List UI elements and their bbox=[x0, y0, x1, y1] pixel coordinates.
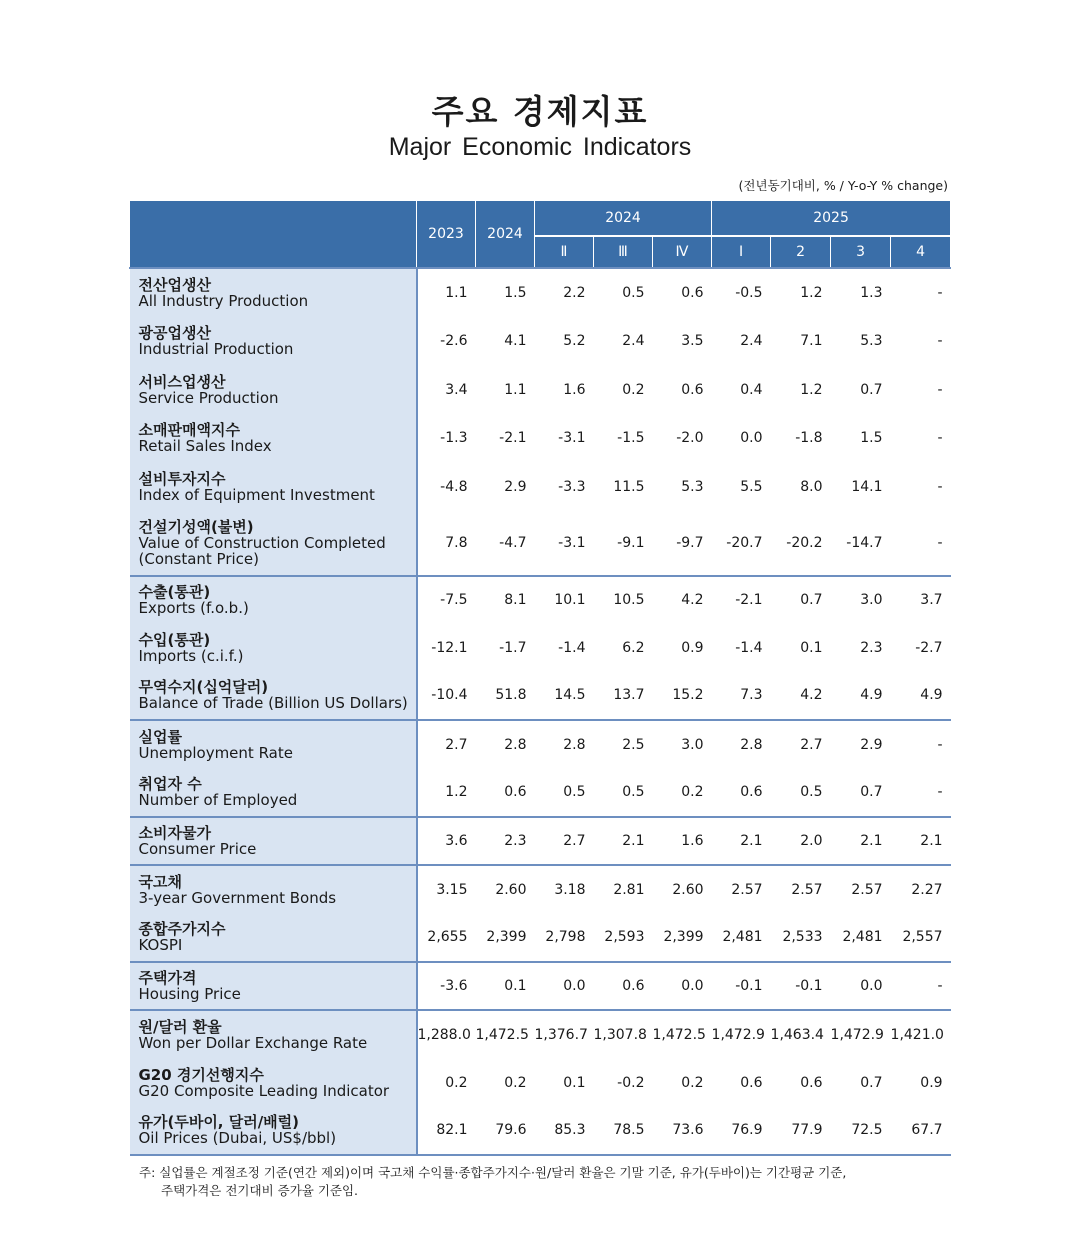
row-label-en: G20 Composite Leading Indicator bbox=[138, 1081, 390, 1100]
table-cell: 0.0 bbox=[831, 962, 891, 1010]
table-cell: -12.1 bbox=[431, 639, 468, 656]
table-cell: 2.27 bbox=[891, 865, 951, 914]
table-cell: -1.3 bbox=[440, 430, 468, 446]
table-cell: -0.1 bbox=[771, 962, 831, 1010]
row-label-en: Service Production bbox=[138, 388, 279, 407]
row-label bbox=[130, 914, 417, 962]
table-cell: 10.1 bbox=[535, 576, 594, 624]
table-cell: - bbox=[937, 333, 943, 349]
table-cell: 1,472.5 bbox=[476, 1010, 535, 1059]
table-cell: 3.4 bbox=[445, 381, 468, 398]
table-cell: 2.0 bbox=[771, 817, 831, 865]
page-subtitle: Major Economic Indicators bbox=[388, 133, 692, 161]
row-label-ko: 서비스업생산 bbox=[138, 372, 226, 391]
table-cell: 2.60 bbox=[653, 865, 712, 914]
row-label bbox=[130, 1010, 417, 1059]
table-cell: -2.6 bbox=[440, 333, 468, 349]
table-cell: 2,557 bbox=[902, 929, 943, 945]
table-cell: 2.3 bbox=[476, 817, 535, 865]
row-label-ko: 종합주가지수 bbox=[138, 920, 226, 938]
table-cell: -3.6 bbox=[417, 962, 476, 1010]
row-label bbox=[130, 672, 417, 720]
row-label-en: Imports (c.i.f.) bbox=[138, 646, 244, 665]
table-cell: 0.6 bbox=[740, 784, 763, 800]
table-cell: 1.1 bbox=[417, 268, 476, 317]
table-cell: 2.1 bbox=[831, 817, 891, 865]
table-cell: -2.1 bbox=[499, 430, 527, 446]
table-cell: 0.6 bbox=[504, 784, 527, 800]
table-cell: -10.4 bbox=[431, 687, 468, 703]
table-cell: 7.3 bbox=[740, 687, 763, 703]
table-cell: 85.3 bbox=[535, 1107, 594, 1155]
table-cell: 5.5 bbox=[740, 478, 763, 495]
table-cell: 4.2 bbox=[800, 687, 823, 703]
table-row bbox=[130, 463, 951, 511]
row-label-en: Value of Construction Completed bbox=[138, 533, 386, 552]
row-label bbox=[130, 962, 417, 1010]
row-label-ko: 원/달러 환율 bbox=[138, 1017, 222, 1036]
table-cell: 4.1 bbox=[504, 333, 527, 349]
row-label bbox=[130, 268, 417, 317]
table-cell: - bbox=[937, 784, 943, 800]
table-cell: 2.9 bbox=[504, 478, 527, 495]
table-cell: 2.4 bbox=[740, 333, 763, 349]
table-cell: 2.60 bbox=[476, 865, 535, 914]
table-cell: -0.5 bbox=[712, 268, 771, 317]
header-month: Ⅰ bbox=[712, 236, 771, 268]
row-label bbox=[130, 720, 417, 769]
header-quarter: Ⅲ bbox=[594, 236, 653, 268]
table-cell: 1,472.9 bbox=[712, 1010, 771, 1059]
table-cell: 1.6 bbox=[563, 381, 586, 398]
table-cell: 2.1 bbox=[712, 817, 771, 865]
table-cell: 0.0 bbox=[535, 962, 594, 1010]
row-label-en: Exports (f.o.b.) bbox=[138, 599, 249, 617]
table-cell: 51.8 bbox=[495, 687, 527, 703]
table-row bbox=[130, 366, 951, 414]
table-cell: 2,798 bbox=[545, 929, 586, 945]
table-cell: 2.1 bbox=[594, 817, 653, 865]
table-row bbox=[130, 624, 951, 672]
table-cell: 1.2 bbox=[800, 381, 823, 398]
table-cell: -2.7 bbox=[915, 639, 943, 656]
table-cell: 7.1 bbox=[800, 333, 823, 349]
table-cell: 3.18 bbox=[535, 865, 594, 914]
row-label-ko: 건설기성액(불변) bbox=[138, 517, 254, 536]
table-cell: - bbox=[937, 534, 943, 551]
table-cell: 2.8 bbox=[535, 720, 594, 769]
table-cell: 2,481 bbox=[722, 929, 763, 945]
table-cell: 4.9 bbox=[920, 687, 943, 703]
row-label bbox=[130, 463, 417, 511]
table-cell: - bbox=[891, 268, 951, 317]
header-group-2025: 2025 bbox=[712, 201, 951, 236]
table-cell: 2.57 bbox=[831, 865, 891, 914]
table-cell: - bbox=[891, 962, 951, 1010]
row-label-ko: 광공업생산 bbox=[138, 324, 211, 342]
table-cell: 0.1 bbox=[800, 639, 823, 656]
table-cell: 72.5 bbox=[831, 1107, 891, 1155]
table-cell: 0.2 bbox=[445, 1074, 468, 1091]
table-row bbox=[130, 1059, 951, 1107]
table-cell: 1.3 bbox=[831, 268, 891, 317]
header-month: 2 bbox=[771, 236, 831, 268]
table-cell: -14.7 bbox=[846, 534, 883, 551]
table-cell: 0.2 bbox=[681, 1074, 704, 1091]
row-label-en: Retail Sales Index bbox=[138, 437, 272, 455]
row-label bbox=[130, 414, 417, 463]
table-cell: 2,481 bbox=[842, 929, 883, 945]
table-row bbox=[130, 576, 951, 624]
table-cell: 0.5 bbox=[622, 784, 645, 800]
table-cell: -1.4 bbox=[735, 639, 763, 656]
row-label-ko: 국고채 bbox=[138, 872, 182, 891]
table-cell: 77.9 bbox=[771, 1107, 831, 1155]
table-cell: 82.1 bbox=[417, 1107, 476, 1155]
table-cell: 2.7 bbox=[771, 720, 831, 769]
table-cell: -1.7 bbox=[499, 639, 527, 656]
table-cell: -1.4 bbox=[558, 639, 586, 656]
table-cell: 2.3 bbox=[860, 639, 883, 656]
table-cell: -3.1 bbox=[558, 534, 586, 551]
row-label-ko: 수출(통관) bbox=[138, 583, 211, 601]
header-group-2024: 2024 bbox=[535, 201, 712, 236]
table-cell: 0.2 bbox=[622, 381, 645, 398]
table-cell: 0.2 bbox=[681, 784, 704, 800]
table-cell: - bbox=[891, 720, 951, 769]
table-cell: - bbox=[937, 430, 943, 446]
table-cell: 3.5 bbox=[681, 333, 704, 349]
table-cell: 1,463.4 bbox=[771, 1010, 831, 1059]
header-month: 3 bbox=[831, 236, 891, 268]
table-cell: 2.57 bbox=[771, 865, 831, 914]
table-cell: 5.3 bbox=[681, 478, 704, 495]
table-cell: 0.7 bbox=[860, 784, 883, 800]
table-cell: 6.2 bbox=[622, 639, 645, 656]
row-label-en: (Constant Price) bbox=[138, 549, 259, 568]
table-cell: 1.2 bbox=[445, 784, 468, 800]
table-cell: 1,307.8 bbox=[594, 1010, 653, 1059]
header-annual-2024: 2024 bbox=[476, 201, 535, 268]
row-label-en: Unemployment Rate bbox=[138, 743, 293, 762]
table-cell: 2.1 bbox=[891, 817, 951, 865]
table-cell: 2,655 bbox=[427, 929, 468, 945]
table-cell: 67.7 bbox=[891, 1107, 951, 1155]
row-label-en: All Industry Production bbox=[138, 291, 309, 310]
table-row bbox=[130, 720, 951, 769]
table-cell: 3.0 bbox=[653, 720, 712, 769]
table-row bbox=[130, 865, 951, 914]
row-label bbox=[130, 624, 417, 672]
table-row bbox=[130, 1010, 951, 1059]
table-cell: 15.2 bbox=[672, 687, 704, 703]
table-cell: 0.4 bbox=[740, 381, 763, 398]
table-cell: 1.5 bbox=[860, 430, 883, 446]
header-annual-2023: 2023 bbox=[417, 201, 476, 268]
row-label bbox=[130, 1059, 417, 1107]
table-cell: 0.1 bbox=[476, 962, 535, 1010]
row-label-ko: 주택가격 bbox=[138, 968, 197, 987]
header-month: 4 bbox=[891, 236, 951, 268]
table-cell: 2.9 bbox=[831, 720, 891, 769]
row-label-ko: 유가(두바이, 달러/배럴) bbox=[138, 1113, 300, 1131]
table-cell: -20.2 bbox=[786, 534, 823, 551]
table-cell: 0.7 bbox=[771, 576, 831, 624]
table-cell: 0.2 bbox=[504, 1074, 527, 1091]
table-cell: 4.9 bbox=[860, 687, 883, 703]
table-cell: 2.7 bbox=[417, 720, 476, 769]
row-label-ko: 취업자 수 bbox=[138, 775, 202, 793]
table-cell: 2.2 bbox=[535, 268, 594, 317]
row-label-en: Balance of Trade (Billion US Dollars) bbox=[138, 694, 408, 712]
table-row bbox=[130, 1107, 951, 1155]
footnote-line: 주택가격은 전기대비 증가율 기준임. bbox=[161, 1183, 359, 1198]
table-cell: 3.7 bbox=[891, 576, 951, 624]
table-cell: 0.7 bbox=[860, 381, 883, 398]
header-corner bbox=[130, 201, 417, 268]
table-cell: 2,533 bbox=[782, 929, 823, 945]
footnote-line: 주: 실업률은 계절조정 기준(연간 제외)이며 국고채 수익률·종합주가지수·원/달러 환율은 기말 기준, 유가(두바이)는 기간평균 기준, bbox=[139, 1165, 847, 1180]
table-cell: 76.9 bbox=[712, 1107, 771, 1155]
table-cell: 1,376.7 bbox=[535, 1010, 594, 1059]
row-label bbox=[130, 366, 417, 414]
indicator-table bbox=[129, 200, 951, 1156]
row-label bbox=[130, 865, 417, 914]
row-label bbox=[130, 576, 417, 624]
table-cell: 0.5 bbox=[800, 784, 823, 800]
table-cell: - bbox=[937, 381, 943, 398]
table-cell: -7.5 bbox=[417, 576, 476, 624]
table-cell: 1,472.5 bbox=[653, 1010, 712, 1059]
row-label-en: Index of Equipment Investment bbox=[138, 485, 375, 504]
table-cell: 5.2 bbox=[563, 333, 586, 349]
table-row bbox=[130, 672, 951, 720]
table-cell: - bbox=[937, 478, 943, 495]
table-row bbox=[130, 511, 951, 576]
row-label bbox=[130, 769, 417, 817]
row-label bbox=[130, 511, 417, 576]
table-row bbox=[130, 769, 951, 817]
row-label-ko: 소매판매액지수 bbox=[138, 421, 240, 439]
unit-note: (전년동기대비, % / Y-o-Y % change) bbox=[738, 178, 948, 193]
table-cell: 11.5 bbox=[613, 478, 645, 495]
table-cell: 4.2 bbox=[653, 576, 712, 624]
table-cell: -0.1 bbox=[712, 962, 771, 1010]
table-cell: 2.81 bbox=[594, 865, 653, 914]
table-cell: -20.7 bbox=[726, 534, 763, 551]
table-cell: 0.0 bbox=[740, 430, 763, 446]
table-cell: 0.7 bbox=[860, 1074, 883, 1091]
row-label-ko: 전산업생산 bbox=[138, 275, 211, 294]
table-cell: 1.2 bbox=[771, 268, 831, 317]
table-cell: 2.7 bbox=[535, 817, 594, 865]
table-cell: 2.57 bbox=[712, 865, 771, 914]
table-cell: 3.0 bbox=[831, 576, 891, 624]
row-label-ko: 수입(통관) bbox=[138, 630, 211, 649]
table-cell: 1,472.9 bbox=[831, 1010, 891, 1059]
row-label bbox=[130, 817, 417, 865]
table-cell: 2.8 bbox=[476, 720, 535, 769]
table-cell: 8.0 bbox=[800, 478, 823, 495]
table-cell: 0.5 bbox=[594, 268, 653, 317]
table-cell: 0.1 bbox=[563, 1074, 586, 1091]
table-cell: 14.1 bbox=[851, 478, 883, 495]
table-cell: 0.5 bbox=[563, 784, 586, 800]
table-cell: 13.7 bbox=[613, 687, 645, 703]
header-quarter: Ⅱ bbox=[535, 236, 594, 268]
header-quarter: Ⅳ bbox=[653, 236, 712, 268]
table-row bbox=[130, 414, 951, 463]
row-label-en: Number of Employed bbox=[138, 791, 298, 809]
row-label-ko: G20 경기선행지수 bbox=[138, 1065, 264, 1084]
table-cell: 8.1 bbox=[476, 576, 535, 624]
footnote bbox=[139, 1164, 951, 1200]
page-title: 주요 경제지표 bbox=[431, 92, 649, 131]
table-cell: 7.8 bbox=[445, 534, 468, 551]
row-label-ko: 소비자물가 bbox=[138, 823, 211, 842]
row-label-en: Housing Price bbox=[138, 984, 241, 1003]
table-cell: -9.7 bbox=[676, 534, 704, 551]
table-cell: 0.6 bbox=[594, 962, 653, 1010]
table-cell: 2.5 bbox=[594, 720, 653, 769]
table-cell: 2.4 bbox=[622, 333, 645, 349]
row-label-en: Oil Prices (Dubai, US$/bbl) bbox=[138, 1129, 337, 1147]
table-cell: 2,399 bbox=[663, 929, 704, 945]
table-row bbox=[130, 962, 951, 1010]
table-cell: 78.5 bbox=[594, 1107, 653, 1155]
table-cell: 3.6 bbox=[417, 817, 476, 865]
row-label bbox=[130, 1107, 417, 1155]
table-cell: 0.0 bbox=[653, 962, 712, 1010]
table-cell: 1,421.0 bbox=[891, 1010, 951, 1059]
table-cell: 2.8 bbox=[712, 720, 771, 769]
table-cell: 0.9 bbox=[920, 1074, 943, 1091]
table-cell: 0.6 bbox=[800, 1074, 823, 1091]
table-cell: -2.0 bbox=[676, 430, 704, 446]
table-row bbox=[130, 914, 951, 962]
row-label-en: KOSPI bbox=[138, 936, 183, 954]
table-row bbox=[130, 817, 951, 865]
table-cell: 1.5 bbox=[476, 268, 535, 317]
table-cell: 1.6 bbox=[653, 817, 712, 865]
table-cell: -2.1 bbox=[712, 576, 771, 624]
table-cell: -4.7 bbox=[499, 534, 527, 551]
table-cell: -0.2 bbox=[617, 1074, 645, 1091]
table-cell: 0.6 bbox=[681, 381, 704, 398]
row-label-en: Industrial Production bbox=[138, 340, 294, 358]
row-label-en: Consumer Price bbox=[138, 839, 257, 858]
row-label-ko: 무역수지(십억달러) bbox=[138, 678, 269, 696]
table-row bbox=[130, 317, 951, 366]
table-cell: 5.3 bbox=[860, 333, 883, 349]
table-cell: 73.6 bbox=[653, 1107, 712, 1155]
row-label-en: 3-year Government Bonds bbox=[138, 888, 337, 907]
table-cell: 10.5 bbox=[594, 576, 653, 624]
table-cell: 3.15 bbox=[417, 865, 476, 914]
table-cell: -1.8 bbox=[795, 430, 823, 446]
table-cell: 0.6 bbox=[740, 1074, 763, 1091]
row-label-ko: 설비투자지수 bbox=[138, 469, 226, 488]
table-cell: 79.6 bbox=[476, 1107, 535, 1155]
row-label-en: Won per Dollar Exchange Rate bbox=[138, 1033, 368, 1052]
table-cell: 14.5 bbox=[554, 687, 586, 703]
table-cell: -1.5 bbox=[617, 430, 645, 446]
table-cell: 0.6 bbox=[653, 268, 712, 317]
row-label bbox=[130, 317, 417, 366]
table-cell: 1.1 bbox=[504, 381, 527, 398]
table-cell: 2,399 bbox=[486, 929, 527, 945]
row-label-ko: 실업률 bbox=[138, 727, 182, 746]
table-cell: -9.1 bbox=[617, 534, 645, 551]
table-row bbox=[130, 268, 951, 317]
table-cell: -3.1 bbox=[558, 430, 586, 446]
table-cell: 2,593 bbox=[604, 929, 645, 945]
table-cell: 1,288.0 bbox=[417, 1010, 476, 1059]
table-cell: -3.3 bbox=[558, 478, 586, 495]
table-cell: 0.9 bbox=[681, 639, 704, 656]
table-cell: -4.8 bbox=[440, 478, 468, 495]
